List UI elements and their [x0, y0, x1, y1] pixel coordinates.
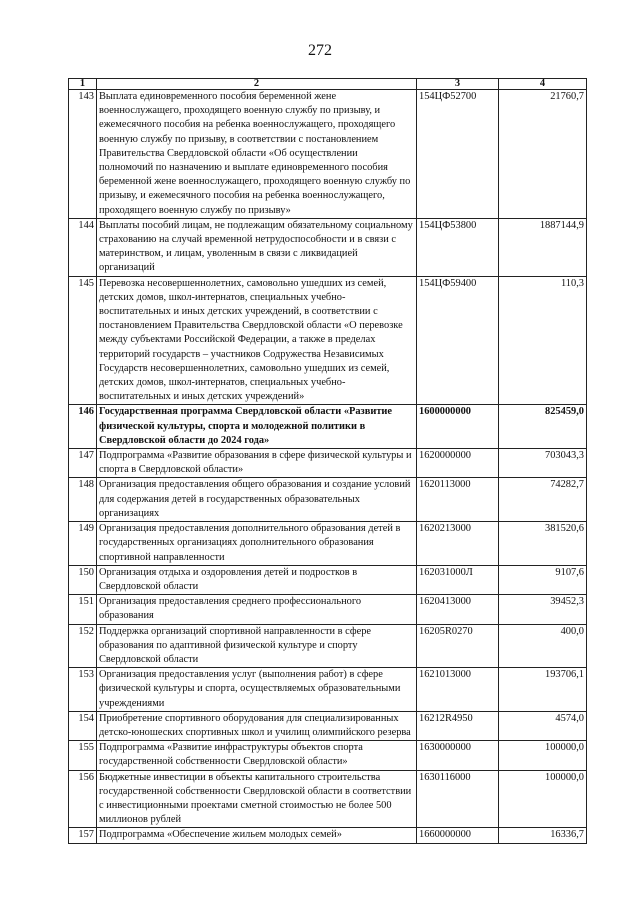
row-amount-cell: 703043,3: [499, 449, 587, 478]
row-amount-cell: 381520,6: [499, 522, 587, 566]
row-name-cell: Организация предоставления среднего профессионального образования: [97, 595, 417, 624]
row-code-cell: 162031000Л: [417, 565, 499, 594]
table-row: [69, 449, 587, 478]
table-row: [69, 770, 587, 828]
row-name-cell: Организация предоставления общего образования и создание условий для содержания детей в государственных образовательных организациях: [97, 478, 417, 522]
row-amount-cell: 1887144,9: [499, 218, 587, 276]
row-number-cell: 146: [69, 405, 97, 449]
row-code-cell: 16212R4950: [417, 711, 499, 740]
row-number-cell: 145: [69, 276, 97, 405]
row-number-cell: 148: [69, 478, 97, 522]
row-name-cell: Выплаты пособий лицам, не подлежащим обязательному социальному страхованию на случай временной нетрудоспособности и в связи с материнством, и лицам, уволенным в связи с ликвидацией организаций: [97, 218, 417, 276]
row-name-cell: Поддержка организаций спортивной направленности в сфере образования по адаптивной физической культуре и спорту Свердловской области: [97, 624, 417, 668]
row-amount-cell: 400,0: [499, 624, 587, 668]
table-row: [69, 522, 587, 566]
table-row: [69, 276, 587, 405]
table-row: [69, 218, 587, 276]
row-name-cell: Организация отдыха и оздоровления детей и подростков в Свердловской области: [97, 565, 417, 594]
page-number: 272: [308, 42, 332, 59]
row-code-cell: 1600000000: [417, 405, 499, 449]
row-name-cell: Организация предоставления дополнительного образования детей в государственных организациях дополнительного образования спортивной направленности: [97, 522, 417, 566]
table-row: [69, 595, 587, 624]
row-code-cell: 1620000000: [417, 449, 499, 478]
row-number-cell: 149: [69, 522, 97, 566]
row-number-cell: 157: [69, 828, 97, 843]
row-code-cell: 1621013000: [417, 668, 499, 712]
row-code-cell: 1620113000: [417, 478, 499, 522]
row-number-cell: 151: [69, 595, 97, 624]
row-number-cell: 153: [69, 668, 97, 712]
row-number-cell: 144: [69, 218, 97, 276]
column-header: 3: [417, 79, 499, 90]
row-name-cell: Подпрограмма «Развитие образования в сфере физической культуры и спорта в Свердловской области»: [97, 449, 417, 478]
row-name-cell: Перевозка несовершеннолетних, самовольно ушедших из семей, детских домов, школ-интернатов, специальных учебно-воспитательных и иных детских учреждений, в соответствии с постановлением Правительства Свердловской области «О перевозке между субъектами Российской Федерации, а также в пределах территорий государств – участников Содружества Независимых Государств несовершеннолетних, самовольно ушедших из семей, детских домов, школ-интернатов, специальных учебно-воспитательных и иных детских учреждений»: [97, 276, 417, 405]
row-number-cell: 154: [69, 711, 97, 740]
row-amount-cell: 39452,3: [499, 595, 587, 624]
column-header: 1: [69, 79, 97, 90]
row-amount-cell: 21760,7: [499, 90, 587, 219]
row-amount-cell: 193706,1: [499, 668, 587, 712]
table-row: [69, 405, 587, 449]
column-header: 2: [97, 79, 417, 90]
row-name-cell: Выплата единовременного пособия беременной жене военнослужащего, проходящего военную службу по призыву, и ежемесячного пособия на ребенка военнослужащего, проходящего военную службу по призыву, в соответствии с постановлением Правительства Свердловской области «Об осуществлении полномочий по назначению и выплате единовременного пособия беременной жене военнослужащего, проходящего военную службу по призыву, и ежемесячного пособия на ребенка военнослужащего, проходящего военную службу по призыву»: [97, 90, 417, 219]
row-name-cell: Подпрограмма «Обеспечение жильем молодых семей»: [97, 828, 417, 843]
row-code-cell: 154ЦФ59400: [417, 276, 499, 405]
row-name-cell: Организация предоставления услуг (выполнения работ) в сфере физической культуры и спорта, осуществляемых образовательными учреждениями: [97, 668, 417, 712]
row-code-cell: 1630116000: [417, 770, 499, 828]
row-name-cell: Государственная программа Свердловской области «Развитие физической культуры, спорта и молодежной политики в Свердловской области до 2024 года»: [97, 405, 417, 449]
row-amount-cell: 16336,7: [499, 828, 587, 843]
table-header-row: [69, 79, 587, 90]
row-amount-cell: 110,3: [499, 276, 587, 405]
row-number-cell: 156: [69, 770, 97, 828]
budget-table: [68, 78, 587, 844]
table-row: [69, 90, 587, 219]
row-number-cell: 155: [69, 741, 97, 770]
row-code-cell: 1660000000: [417, 828, 499, 843]
row-number-cell: 152: [69, 624, 97, 668]
table-row: [69, 668, 587, 712]
row-code-cell: 1630000000: [417, 741, 499, 770]
row-amount-cell: 100000,0: [499, 741, 587, 770]
row-code-cell: 16205R0270: [417, 624, 499, 668]
row-code-cell: 1620213000: [417, 522, 499, 566]
row-amount-cell: 4574,0: [499, 711, 587, 740]
table-row: [69, 624, 587, 668]
table-row: [69, 741, 587, 770]
table-row: [69, 478, 587, 522]
row-amount-cell: 100000,0: [499, 770, 587, 828]
row-name-cell: Бюджетные инвестиции в объекты капитального строительства государственной собственности Свердловской области в соответствии с инвестиционными проектами сметной стоимостью не более 500 миллионов рублей: [97, 770, 417, 828]
row-number-cell: 150: [69, 565, 97, 594]
row-amount-cell: 825459,0: [499, 405, 587, 449]
row-code-cell: 1620413000: [417, 595, 499, 624]
table-row: [69, 565, 587, 594]
table-row: [69, 828, 587, 843]
table-row: [69, 711, 587, 740]
row-name-cell: Приобретение спортивного оборудования для специализированных детско-юношеских спортивных школ и училищ олимпийского резерва: [97, 711, 417, 740]
column-header: 4: [499, 79, 587, 90]
row-number-cell: 143: [69, 90, 97, 219]
row-code-cell: 154ЦФ53800: [417, 218, 499, 276]
row-code-cell: 154ЦФ52700: [417, 90, 499, 219]
row-name-cell: Подпрограмма «Развитие инфраструктуры объектов спорта государственной собственности Свердловской области»: [97, 741, 417, 770]
row-amount-cell: 74282,7: [499, 478, 587, 522]
row-amount-cell: 9107,6: [499, 565, 587, 594]
row-number-cell: 147: [69, 449, 97, 478]
